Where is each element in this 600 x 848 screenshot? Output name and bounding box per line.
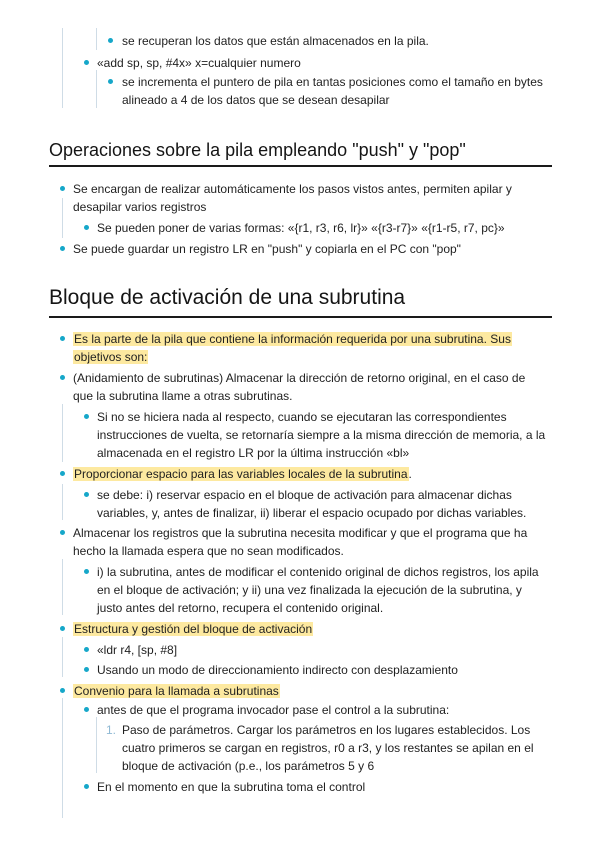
highlighted-text: objetivos son:	[74, 350, 148, 364]
highlighted-text: Es la parte de la pila que contiene la información requerida por una subrutina. Sus	[74, 332, 511, 346]
bullet-icon	[60, 471, 65, 476]
list-item: Usando un modo de direccionamiento indirecto con desplazamiento	[97, 663, 458, 677]
list-item-continuation: justo antes del retorno, recupera el contenido original.	[97, 601, 384, 615]
list-item: i) la subrutina, antes de modificar el contenido original de dichos registros, los apila	[97, 565, 539, 579]
list-item-continuation: variables, y, antes de finalizar, ii) liberar el espacio ocupado por dichas variables.	[97, 506, 527, 520]
section-heading: Operaciones sobre la pila empleando "push" y "pop"	[49, 140, 466, 160]
bullet-icon	[84, 492, 89, 497]
list-item: Se pueden poner de varias formas: «{r1, r3, r6, lr}» «{r3-r7}» «{r1-r5, r7, pc}»	[97, 221, 505, 235]
bullet-icon	[60, 186, 65, 191]
bullet-icon	[60, 375, 65, 380]
bullet-icon	[84, 414, 89, 419]
bullet-icon	[60, 530, 65, 535]
numbered-item: Paso de parámetros. Cargar los parámetros en los lugares establecidos. Los	[122, 723, 531, 737]
list-item: Almacenar los registros que la subrutina necesita modificar y que el programa que ha	[73, 526, 528, 540]
indent-rail	[62, 404, 63, 462]
list-item	[73, 331, 512, 347]
list-item-continuation: desapilar varios registros	[73, 200, 207, 214]
list-item: se debe: i) reservar espacio en el bloque de activación para almacenar dichas	[97, 488, 512, 502]
list-item-continuation: alineado a 4 de los datos que se desean desapilar	[122, 93, 390, 107]
list-item: «add sp, sp, #4x» x=cualquier numero	[97, 56, 301, 70]
bullet-icon	[84, 667, 89, 672]
list-item: se incrementa el puntero de pila en tantas posiciones como el tamaño en bytes	[122, 75, 543, 89]
list-item: Proporcionar espacio para las variables locales de la subrutina.	[74, 467, 412, 481]
list-item-continuation	[73, 349, 148, 365]
list-item-continuation: en el bloque de activación; y ii) una vez finalizada la ejecución de la subrutina, y	[97, 583, 522, 597]
list-item: Se encargan de realizar automáticamente los pasos vistos antes, permiten apilar y	[73, 182, 512, 196]
bullet-icon	[60, 336, 65, 341]
list-item-continuation: almacenada en el registro LR por la última instrucción «bl»	[97, 446, 410, 460]
highlighted-text: Proporcionar espacio para las variables locales de la subrutina	[74, 467, 408, 481]
bullet-icon	[84, 569, 89, 574]
section-heading: Bloque de activación de una subrutina	[49, 286, 406, 309]
list-item: antes de que el programa invocador pase el control a la subrutina:	[97, 703, 450, 717]
numbered-item-continuation: cuatro primeros se cargan en registros, r0 a r3, y los restantes se apilan en el	[122, 741, 534, 755]
bullet-icon	[60, 688, 65, 693]
indent-rail	[62, 198, 63, 238]
bullet-icon	[84, 225, 89, 230]
bullet-icon	[84, 707, 89, 712]
indent-rail	[96, 717, 97, 773]
list-item-continuation: hecho la llamada espera que no sean modificados.	[73, 544, 344, 558]
list-number: 1.	[106, 723, 117, 737]
highlighted-text: Estructura y gestión del bloque de activación	[74, 622, 313, 636]
section-rule	[49, 165, 552, 167]
indent-rail	[96, 28, 97, 50]
indent-rail	[62, 637, 63, 677]
list-item: Si no se hiciera nada al respecto, cuando se ejecutaran las correspondientes	[97, 410, 507, 424]
section-rule	[49, 316, 552, 318]
indent-rail	[62, 484, 63, 520]
list-item: «ldr r4, [sp, #8]	[97, 643, 178, 657]
list-item-continuation: que la subrutina llame a otras subrutinas.	[73, 389, 293, 403]
highlighted-text: Convenio para la llamada a subrutinas	[74, 684, 279, 698]
bullet-icon	[84, 60, 89, 65]
indent-rail	[62, 559, 63, 615]
list-item	[73, 621, 313, 637]
list-item: (Anidamiento de subrutinas) Almacenar la dirección de retorno original, en el caso de	[73, 371, 526, 385]
bullet-icon	[84, 784, 89, 789]
list-item-continuation: instrucciones de vuelta, se retornaría siempre a la misma dirección de memoria, a la	[97, 428, 546, 442]
bullet-icon	[108, 79, 113, 84]
numbered-item-continuation: bloque de activación (p.e., los parámetros 5 y 6	[122, 759, 375, 773]
indent-rail	[62, 698, 63, 818]
indent-rail	[62, 28, 63, 108]
list-item	[73, 683, 280, 699]
list-item: Se puede guardar un registro LR en "push" y copiarla en el PC con "pop"	[73, 242, 461, 256]
indent-rail	[96, 70, 97, 108]
bullet-icon	[84, 647, 89, 652]
bullet-icon	[60, 626, 65, 631]
list-item: se recuperan los datos que están almacenados en la pila.	[122, 34, 429, 48]
bullet-icon	[60, 246, 65, 251]
bullet-icon	[108, 38, 113, 43]
list-item: En el momento en que la subrutina toma el control	[97, 780, 366, 794]
